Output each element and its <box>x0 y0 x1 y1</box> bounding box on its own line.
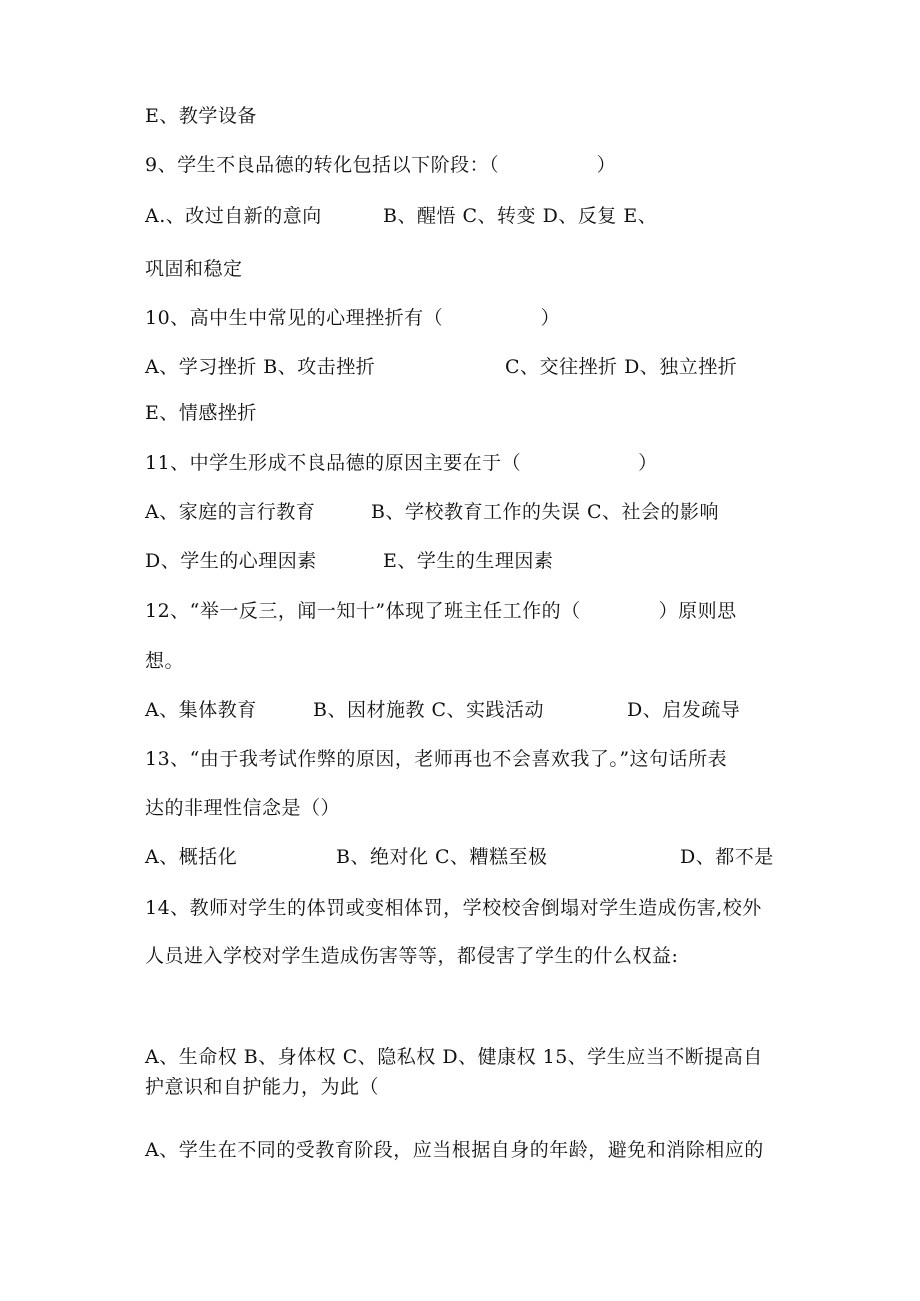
question-13-option-a: A、概括化 <box>145 846 238 868</box>
question-11-option-e: E、学生的生理因素 <box>383 550 554 572</box>
question-14: 14、教师对学生的体罚或变相体罚，学校校舍倒塌对学生造成伤害,校外 <box>145 897 762 919</box>
question-11-option-a: A、家庭的言行教育 <box>145 501 316 523</box>
question-11: 11、中学生形成不良品德的原因主要在于（ ） <box>145 452 658 474</box>
question-10-options-a-b: A、学习挫折 B、攻击挫折 <box>145 356 376 378</box>
question-9: 9、学生不良品德的转化包括以下阶段：（ ） <box>145 154 617 176</box>
question-9-continuation: 巩固和稳定 <box>145 258 243 280</box>
question-13-continuation: 达的非理性信念是（） <box>145 797 341 819</box>
question-13-option-d: D、都不是 <box>680 846 774 868</box>
question-10: 10、高中生中常见的心理挫折有（ ） <box>145 307 561 329</box>
question-9-options-b-e: B、醒悟 C、转变 D、反复 E、 <box>383 205 658 227</box>
question-12-option-d: D、启发疏导 <box>627 699 741 721</box>
question-15-option-a: A、学生在不同的受教育阶段，应当根据自身的年龄，避免和消除相应的 <box>145 1139 764 1161</box>
question-14-continuation: 人员进入学校对学生造成伤害等等，都侵害了学生的什么权益: <box>145 945 679 967</box>
question-11-option-d: D、学生的心理因素 <box>145 550 317 572</box>
question-12-continuation: 想。 <box>145 650 185 672</box>
question-11-options-b-c: B、学校教育工作的失误 C、社会的影响 <box>371 501 720 523</box>
question-12-option-a: A、集体教育 <box>145 699 257 721</box>
question-10-options-c-d: C、交往挫折 D、独立挫折 <box>505 356 738 378</box>
question-12-options-b-c: B、因材施教 C、实践活动 <box>313 699 545 721</box>
question-9-option-a: A.、改过自新的意向 <box>145 205 322 227</box>
question-12: 12、“举一反三，闻一知十”体现了班主任工作的（ ）原则思 <box>145 600 737 622</box>
question-14-options-and-question-15: A、生命权 B、身体权 C、隐私权 D、健康权 15、学生应当不断提高自护意识和自护能力，为此（ <box>145 1046 763 1098</box>
question-10-option-e: E、情感挫折 <box>145 402 257 424</box>
question-13-options-b-c: B、绝对化 C、糟糕至极 <box>336 846 548 868</box>
question-13: 13、“由于我考试作弊的原因，老师再也不会喜欢我了。”这句话所表 <box>145 748 728 770</box>
option-e-teaching-equipment: E、教学设备 <box>145 105 257 127</box>
